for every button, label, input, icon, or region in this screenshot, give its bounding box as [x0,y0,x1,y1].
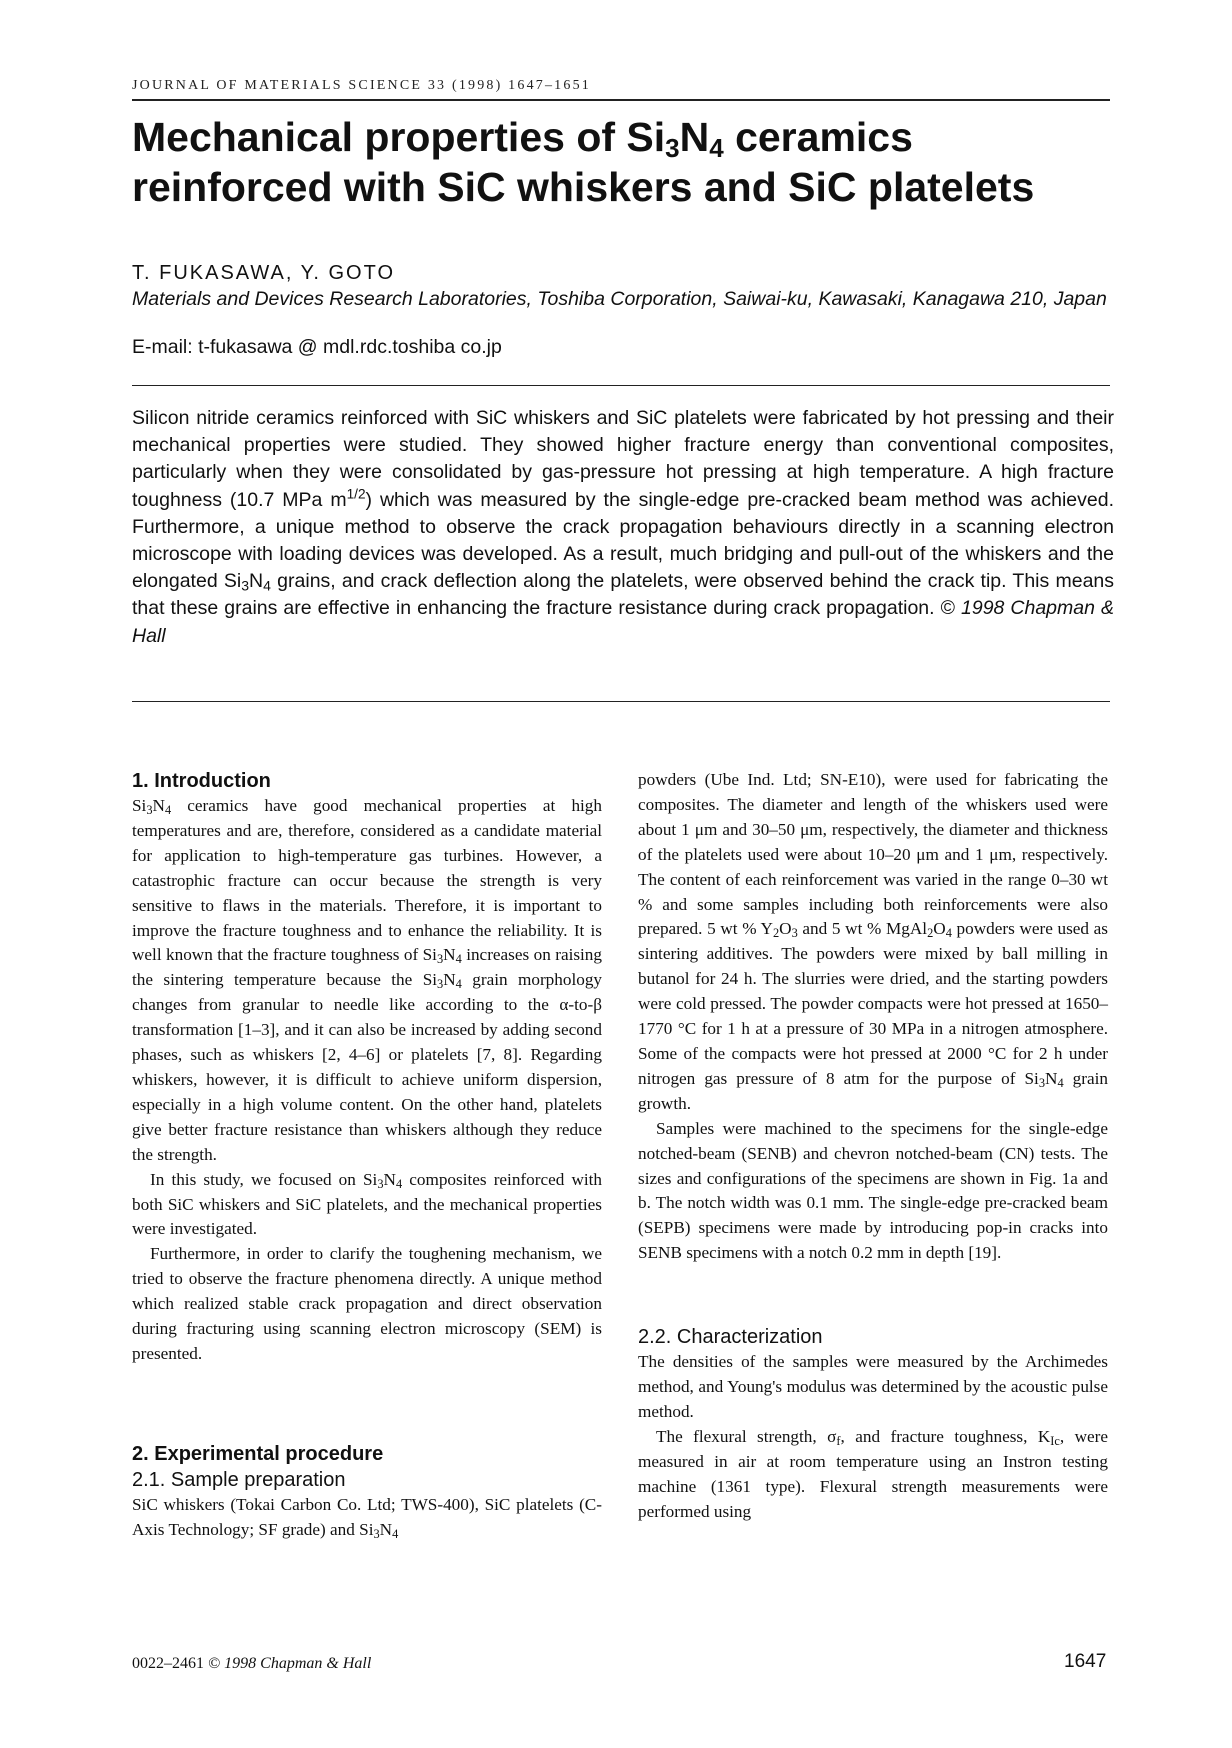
paragraph: SiC whiskers (Tokai Carbon Co. Ltd; TWS-400), SiC platelets (C-Axis Technology; SF grade) and $Si_3N_4$ [132,1494,602,1541]
section-heading-introduction: 1. Introduction [132,770,271,792]
footer-issn: 0022–2461 © 1998 Chapman & Hall [132,1655,372,1672]
paragraph: $Si_3N_4$ ceramics have good mechanical properties at high temperatures and are, therefore, considered as a candidate material for application to high-temperature gas turbines. However, a catastrophic fracture can occur because the strength is very sensitive to flaws in the materials. Therefore, it is important to improve the fracture toughness and to enhance the reliability. It is well known that the fracture toughness of $Si_3N_4$ increases on raising the sintering temperature because the $Si_3N_4$ grain morphology changes from granular to needle like according to the α-to-β transformation [1–3], and it can also be increased by adding second phases, such as whiskers [2, 4–6] or platelets [7, 8]. Regarding whiskers, however, it is difficult to achieve uniform dispersion, especially in a high volume content. On the other hand, platelets give better fracture resistance than whiskers although they reduce the strength. [132,796,603,1164]
abstract: Silicon nitride ceramics reinforced with SiC whiskers and SiC platelets were fabricated by hot pressing and their mechanical properties were studied. They showed higher fracture energy than conventional composites, particularly when they were consolidated by gas-pressure hot pressing at high temperature. A high fracture toughness (10.7 MPa $m^{1/2}$) which was measured by the single-edge pre-cracked beam method was achieved. Furthermore, a unique method to observe the crack propagation behaviours directly in a scanning electron microscope with loading devices was developed. As a result, much bridging and pull-out of the whiskers and the elongated $Si_3N_4$ grains, and crack deflection along the platelets, were observed behind the crack tip. This means that these grains are effective in enhancing the fracture resistance during crack propagation. © 1998 Chapman & Hall [132,407,1115,647]
paragraph: The flexural strength, $\sigma_f$, and fracture toughness, $K_{Ic}$, were measured in air at room temperature using an Instron testing machine (1361 type). Flexural strength measurements were performed using [638,1426,1108,1521]
email: E-mail: t-fukasawa @ mdl.rdc.toshiba co.jp [132,336,502,358]
subsection-heading-sample-preparation: 2.1. Sample preparation [132,1468,346,1491]
paragraph: The densities of the samples were measured by the Archimedes method, and Young's modulus was determined by the acoustic pulse method. [638,1352,1108,1421]
paragraph: Furthermore, in order to clarify the toughening mechanism, we tried to observe the fracture phenomena directly. A unique method which realized stable crack propagation and direct observation during fracturing using scanning electron microscopy (SEM) is presented. [132,1244,602,1363]
affiliation: Materials and Devices Research Laboratories, Toshiba Corporation, Saiwai-ku, Kawasaki, Kanagawa 210, Japan [132,288,1107,310]
abstract-rule-top [132,385,1110,386]
paper-title: Mechanical properties of $Si_3N_4$ ceramics reinforced with SiC whiskers and SiC platelets [132,114,1035,210]
subsection-heading-characterization: 2.2. Characterization [638,1326,823,1349]
paragraph: powders (Ube Ind. Ltd; SN-E10), were used for fabricating the composites. The diameter and length of the whiskers used were about 1 μm and 30–50 μm, respectively, the diameter and thickness of the platelets used were about 10–20 μm and 1 μm, respectively. The content of each reinforcement was varied in the range 0–30 wt % and some samples including both reinforcements were also prepared. 5 wt % $Y_2O_3$ and 5 wt % $MgAl_2O_4$ powders were used as sintering additives. The powders were mixed by ball milling in butanol for 24 h. The slurries were dried, and the starting powders were cold pressed. The powder compacts were hot pressed at 1650–1770 °C for 1 h at a pressure of 30 MPa in a nitrogen atmosphere. Some of the compacts were hot pressed at 2000 °C for 2 h under nitrogen gas pressure of 8 atm for the purpose of $Si_3N_4$ grain growth. [638,770,1108,1113]
journal-header: JOURNAL OF MATERIALS SCIENCE 33 (1998) 1647–1651 [132,78,591,93]
section-heading-experimental: 2. Experimental procedure [132,1442,384,1465]
right-column [638,768,1108,1524]
page-number: 1647 [1064,1651,1107,1672]
abstract-rule-bottom [132,701,1110,702]
paragraph: Samples were machined to the specimens for the single-edge notched-beam (SENB) and chevron notched-beam (CN) tests. The sizes and configurations of the specimens are shown in Fig. 1a and b. The notch width was 0.1 mm. The single-edge pre-cracked beam (SEPB) specimens were made by introducing pop-in cracks into SENB specimens with a notch 0.2 mm in depth [19]. [638,1118,1108,1263]
authors: T. FUKASAWA, Y. GOTO [132,262,396,284]
paragraph: In this study, we focused on $Si_3N_4$ composites reinforced with both SiC whiskers and SiC platelets, and the mechanical properties were investigated. [132,1169,602,1239]
header-rule [132,99,1110,101]
left-column [132,768,602,1543]
